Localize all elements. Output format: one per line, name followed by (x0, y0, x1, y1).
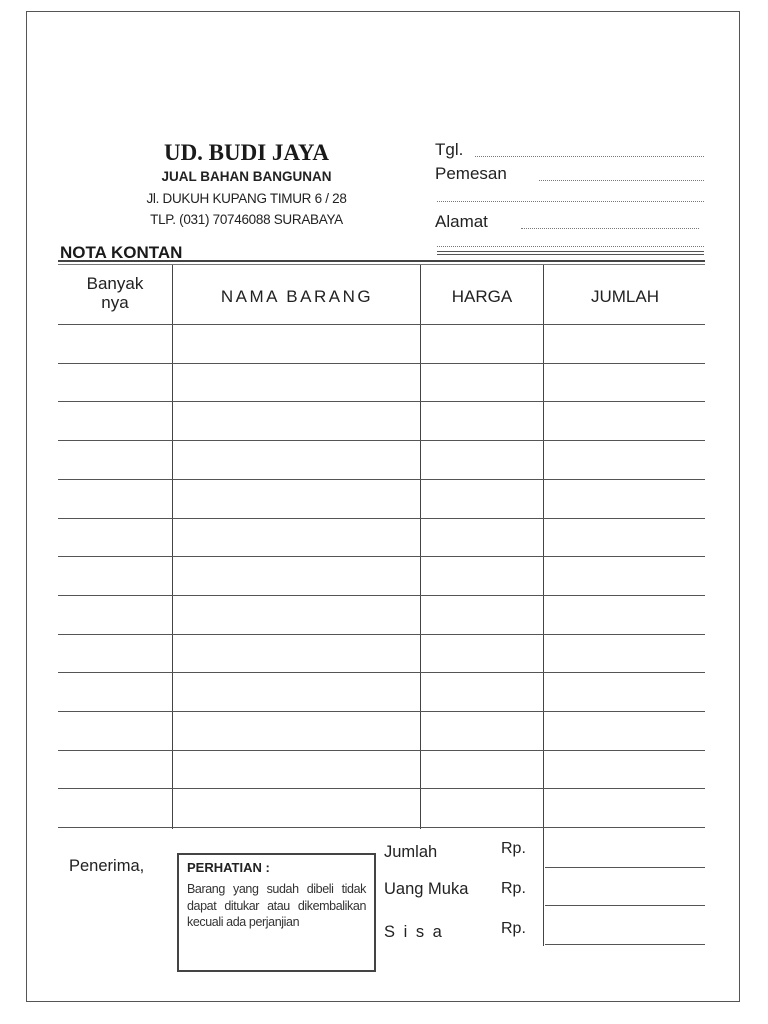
balance-label: S i s a (384, 923, 444, 941)
table-row[interactable] (58, 672, 705, 673)
column-divider-qty (172, 265, 173, 829)
qty-header-line1: Banyak (86, 274, 144, 293)
invoice-sheet (26, 11, 740, 1002)
buyer-field-line2[interactable] (437, 201, 704, 202)
total-header: JUMLAH (590, 287, 659, 306)
table-row[interactable] (58, 750, 705, 751)
company-address: Jl. DUKUH KUPANG TIMUR 6 / 28 (146, 191, 347, 206)
header-double-rule (437, 251, 704, 255)
table-row[interactable] (58, 440, 705, 441)
notice-body: Barang yang sudah dibeli tidak dapat ditukar atau dikembalikan kecuali ada perjanjian (187, 882, 366, 929)
table-row[interactable] (58, 711, 705, 712)
company-name: UD. BUDI JAYA (163, 140, 330, 165)
down-payment-currency: Rp. (501, 880, 526, 897)
total-currency: Rp. (501, 840, 526, 857)
qty-header-line2: nya (101, 293, 129, 312)
notice-box (177, 853, 376, 972)
table-row[interactable] (58, 401, 705, 402)
down-payment-amount-line[interactable] (545, 905, 705, 906)
company-phone: TLP. (031) 70746088 SURABAYA (150, 212, 343, 227)
document-title: NOTA KONTAN (60, 243, 183, 262)
table-row[interactable] (58, 518, 705, 519)
qty-header (59, 274, 171, 312)
buyer-label: Pemesan (435, 164, 507, 183)
item-header: NAMA BARANG (220, 287, 374, 306)
notice-title: PERHATIAN : (187, 860, 270, 875)
table-row[interactable] (58, 788, 705, 789)
address-field-line2[interactable] (437, 246, 704, 247)
table-top-rule (58, 260, 705, 265)
company-subtitle: JUAL BAHAN BANGUNAN (161, 169, 332, 184)
price-header: HARGA (451, 287, 513, 306)
down-payment-label: Uang Muka (384, 880, 469, 898)
table-header-rule (58, 324, 705, 325)
total-label: Jumlah (384, 843, 438, 861)
total-amount-line[interactable] (545, 867, 705, 868)
buyer-field[interactable] (539, 180, 704, 181)
address-field[interactable] (521, 228, 699, 229)
column-divider-price (543, 265, 544, 946)
table-row[interactable] (58, 556, 705, 557)
table-row[interactable] (58, 827, 705, 828)
table-row[interactable] (58, 363, 705, 364)
address-label: Alamat (435, 212, 488, 231)
column-divider-item (420, 265, 421, 829)
table-row[interactable] (58, 595, 705, 596)
table-row[interactable] (58, 479, 705, 480)
date-label: Tgl. (435, 140, 464, 159)
receiver-label: Penerima, (69, 857, 145, 875)
table-row[interactable] (58, 634, 705, 635)
balance-currency: Rp. (501, 920, 526, 937)
balance-amount-line[interactable] (545, 944, 705, 945)
date-field[interactable] (475, 156, 704, 157)
